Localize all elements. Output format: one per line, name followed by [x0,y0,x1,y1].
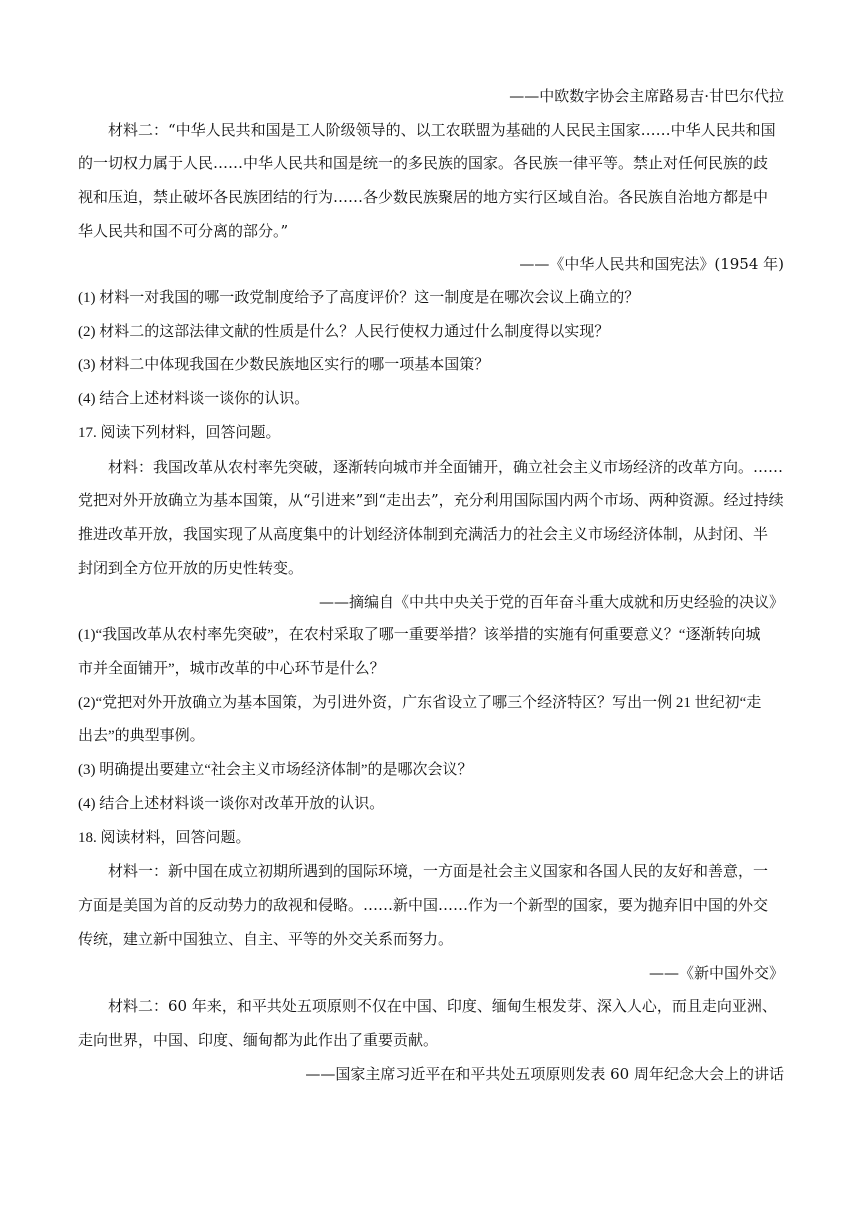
source-citation-3: ——摘编自《中共中央关于党的百年奋斗重大成就和历史经验的决议》 [318,593,784,611]
question-17-2: (2)“党把对外开放确立为基本国策，为引进外资，广东省设立了哪三个经济特区？写出一例 21 世纪初“走 [78,695,762,711]
material-2-text: 材料二：“中华人民共和国是工人阶级领导的、以工农联盟为基础的人民民主国家……中华人民共和国 [108,121,776,139]
source-citation-1: ——中欧数字协会主席路易吉·甘巴尔代拉 [509,87,784,105]
source-citation-5: ——国家主席习近平在和平共处五项原则发表 60 周年纪念大会上的讲话 [305,1065,784,1083]
question-16-1: (1) 材料一对我国的哪一政党制度给予了高度评价？这一制度是在哪次会议上确立的？ [78,290,640,306]
material-2-text: 走向世界，中国、印度、缅甸都为此作出了重要贡献。 [78,1031,439,1049]
question-16-3: (3) 材料二中体现我国在少数民族地区实行的哪一项基本国策？ [78,357,490,373]
material-1-text: 方面是美国为首的反动势力的敌视和侵略。……新中国……作为一个新型的国家，要为抛弃旧中国的外交 [78,896,769,914]
material-1-text: 传统，建立新中国独立、自主、平等的外交关系而努力。 [78,930,454,948]
material-text: 材料：我国改革从农村率先突破，逐渐转向城市并全面铺开，确立社会主义市场经济的改革方向。…… [108,458,784,476]
question-17-4: (4) 结合上述材料谈一谈你对改革开放的认识。 [78,796,385,812]
material-text: 推进改革开放，我国实现了从高度集中的计划经济体制到充满活力的社会主义市场经济体制，从封闭、半 [78,525,769,543]
question-17-1-cont: 市并全面铺开”，城市改革的中心环节是什么？ [78,661,385,677]
material-2-text: 视和压迫，禁止破坏各民族团结的行为……各少数民族聚居的地方实行区域自治。各民族自治地方都是中 [78,188,769,206]
material-2-text: 的一切权力属于人民……中华人民共和国是统一的多民族的国家。各民族一律平等。禁止对任何民族的歧 [78,154,769,172]
question-16-4: (4) 结合上述材料谈一谈你的认识。 [78,391,310,407]
source-citation-2: ——《中华人民共和国宪法》(1954 年) [519,255,784,273]
question-17-heading: 17. 阅读下列材料，回答问题。 [78,425,281,441]
source-citation-4: ——《新中国外交》 [648,964,784,982]
question-17-2-cont: 出去”的典型事例。 [78,728,205,744]
material-2-text: 华人民共和国不可分离的部分。” [78,222,289,240]
question-17-1: (1)“我国改革从农村率先突破”，在农村采取了哪一重要举措？该举措的实施有何重要意义？“逐渐转向城 [78,627,761,643]
material-2-text: 材料二：60 年来，和平共处五项原则不仅在中国、印度、缅甸生根发芽、深入人心，而且走向亚洲、 [108,997,777,1015]
question-18-heading: 18. 阅读材料，回答问题。 [78,830,251,846]
material-1-text: 材料一：新中国在成立初期所遇到的国际环境，一方面是社会主义国家和各国人民的友好和善意，一 [108,862,769,880]
question-17-3: (3) 明确提出要建立“社会主义市场经济体制”的是哪次会议？ [78,762,473,778]
question-16-2: (2) 材料二的这部法律文献的性质是什么？人民行使权力通过什么制度得以实现？ [78,324,610,340]
material-text: 封闭到全方位开放的历史性转变。 [78,559,304,577]
material-text: 党把对外开放确立为基本国策，从“引进来”到“走出去”，充分利用国际国内两个市场、两种资源。经过持续 [78,491,784,509]
